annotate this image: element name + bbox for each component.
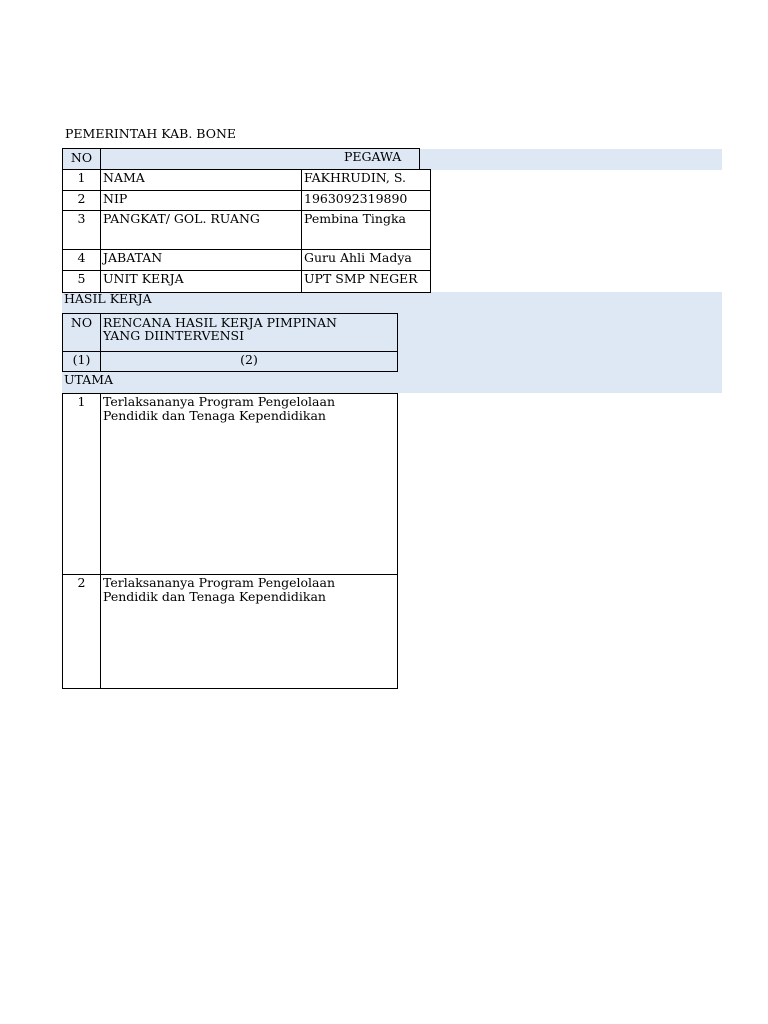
hasil-item-no: 2 (62, 574, 101, 689)
hasil-item-text: Terlaksananya Program Pengelolaan Pendidik dan Tenaga Kependidikan (100, 574, 398, 689)
pegawai-title-cell (100, 148, 420, 170)
pegawai-row-no: 5 (62, 270, 101, 293)
government-title: PEMERINTAH KAB. BONE (65, 126, 237, 141)
pegawai-row-label: NAMA (100, 169, 302, 191)
hasil-num-no: (1) (62, 351, 101, 372)
pegawai-row-no: 4 (62, 249, 101, 271)
pegawai-row-value: 1963092319890 (301, 190, 431, 211)
hasil-item-text: Terlaksananya Program Pengelolaan Pendidik dan Tenaga Kependidikan (100, 393, 398, 575)
pegawai-row-no: 3 (62, 210, 101, 250)
pegawai-row-label: PANGKAT/ GOL. RUANG (100, 210, 302, 250)
hasil-kerja-heading: HASIL KERJA (64, 291, 152, 306)
pegawai-col-no: NO (62, 148, 101, 170)
section-utama: UTAMA (64, 372, 114, 387)
hasil-col-rencana: RENCANA HASIL KERJA PIMPINAN YANG DIINTERVENSI (100, 313, 398, 352)
hasil-item-no: 1 (62, 393, 101, 575)
hasil-col-no: NO (62, 313, 101, 352)
pegawai-row-value: Guru Ahli Madya (301, 249, 431, 271)
pegawai-row-label: UNIT KERJA (100, 270, 302, 293)
hasil-num-rencana: (2) (100, 351, 398, 372)
pegawai-row-no: 2 (62, 190, 101, 211)
pegawai-row-label: JABATAN (100, 249, 302, 271)
pegawai-row-label: NIP (100, 190, 302, 211)
pegawai-row-value: FAKHRUDIN, S. (301, 169, 431, 191)
pegawai-row-no: 1 (62, 169, 101, 191)
pegawai-title: PEGAWA (344, 149, 402, 164)
pegawai-row-value: UPT SMP NEGER (301, 270, 431, 293)
pegawai-row-value: Pembina Tingka (301, 210, 431, 250)
